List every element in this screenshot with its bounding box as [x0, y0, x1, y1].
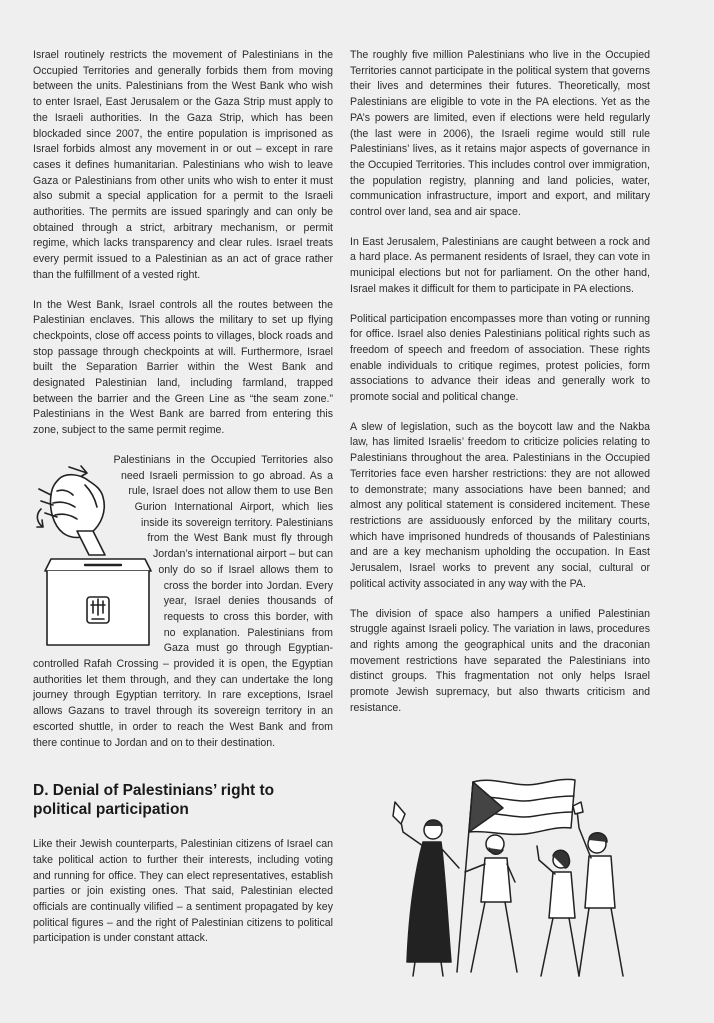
paragraph-west-bank-routes: In the West Bank, Israel controls all the routes between the Palestinian enclaves. This allows the military to set up flying checkpoints, close off access points to villages, block roads and stop passage through checkpoints at will. Furthermore, Israel built the Separation Barrier within the West Bank and designated Palestinian land, including farmland, trapped between the barrier and the Green Line as “the seam zone.” Palestinians in the West Bank are barred from entering this zone, subject to the same permit regime. [33, 298, 333, 437]
paragraph-political-rights: Political participation encompasses more than voting or running for office. Israel also denies Palestinians political rights such as freedom of speech and freedom of association. These rights enable individuals to critique regimes, protest policies, form associations to advance their ideas and generally work to promote social and political change. [350, 312, 650, 404]
paragraph-movement-restrictions: Israel routinely restricts the movement of Palestinians in the Occupied Territories and generally forbids them from moving between the units. Palestinians from the West Bank who wish to enter Israel, East Jerusalem or the Gaza Strip must apply to the Israeli authorities. In the Gaza Strip, which has been blockaded since 2007, the entire population is imprisoned as Israel forbids almost any movement in or out – except in rare cases it defines humanitarian. Palestinians who wish to leave Gaza or Palestinians from other units who wish to enter it must also submit a special application for a permit to the Israeli authorities. The permits are issued sparingly and can only be obtained through a strict, arbitrary mechanism, or permit regime, which lacks transparency and clear rules. Israel treats every permit issued to a Palestinian as an act of grace rather than the fulfillment of a vested right. [33, 49, 333, 281]
protesters-flag-icon [385, 772, 655, 982]
protest-illustration [385, 772, 655, 982]
paragraph-travel-abroad: Palestinians in the Occupied Territories also need Israeli permission to go abroad. As a rule, Israel does not allow them to use Ben Gurion International Airport, which lies inside its sovereign territory. Palestinians from the West Bank must fly through Jordan’s international airport – but can only do so if Israel allows them to cross the border into Jordan. Every year, Israel denies thousands of requests to cross this border, with no explanation. Palestinians from Gaza must go through Egyptian-controlled Rafah Crossing – provided it is open, the Egyptian authorities let them through, and they can undertake the long journey through Egyptian territory. In rare exceptions, Israel allows Gazans to travel through its sovereign territory in an escorted shuttle, in order to reach the West Bank and from there continue to Jordan and on to their destination. [33, 453, 333, 749]
left-column [33, 48, 333, 961]
paragraph-citizens-participation: Like their Jewish counterparts, Palestinian citizens of Israel can take political action to further their interests, including voting and running for office. They can elect representatives, establish parties or join existing ones. That said, Palestinian elected officials are continually vilified – a sentiment propagated by key political figures – and the right of Palestinian citizens to political participation is under constant attack. [33, 838, 333, 945]
paragraph-occupied-territories-politics: The roughly five million Palestinians who live in the Occupied Territories cannot participate in the political system that governs their lives and determines their futures. Theoretically, most Palestinians are eligible to vote in the PA elections. Yet as the PA’s powers are limited, even if elections were held regularly (the last were in 2006), the Israeli regime would still rule Palestinians’ lives, as it retains major aspects of governance in the Occupied Territories. This includes control over immigration, the population registry, planning and land policies, water, communication infrastructure, import and export, and military control over land, sea and air space. [350, 49, 650, 219]
paragraph-legislation: A slew of legislation, such as the boycott law and the Nakba law, has limited Israelis’ freedom to criticize policies relating to Palestinians throughout the area. Palestinians in the Occupied Territories face even harsher restrictions: they are not allowed to demonstrate; many associations have been banned; and almost any political statement is considered incitement. These restrictions are assiduously enforced by the military courts, which have imprisoned hundreds of thousands of Palestinians and are a key mechanism upholding the occupation. In East Jerusalem, Israel works to prevent any social, cultural or political activity associated in any way with the PA. [350, 420, 650, 590]
paragraph-east-jerusalem: In East Jerusalem, Palestinians are caught between a rock and a hard place. As permanent residents of Israel, they can vote in municipal elections but not for parliament. On the other hand, Israel makes it difficult for them to participate in PA elections. [350, 235, 650, 295]
right-column [350, 48, 650, 730]
paragraph-division-of-space: The division of space also hampers a unified Palestinian struggle against Israeli policy. The variation in laws, procedures and rights among the geographical units and the draconian movement restrictions have separated the Palestinians into distinct groups. This fragmentation not only helps Israel promote Jewish supremacy, but also thwarts criticism and resistance. [350, 607, 650, 714]
section-heading-political-participation: D. Denial of Palestinians’ right to political participation [33, 782, 275, 819]
